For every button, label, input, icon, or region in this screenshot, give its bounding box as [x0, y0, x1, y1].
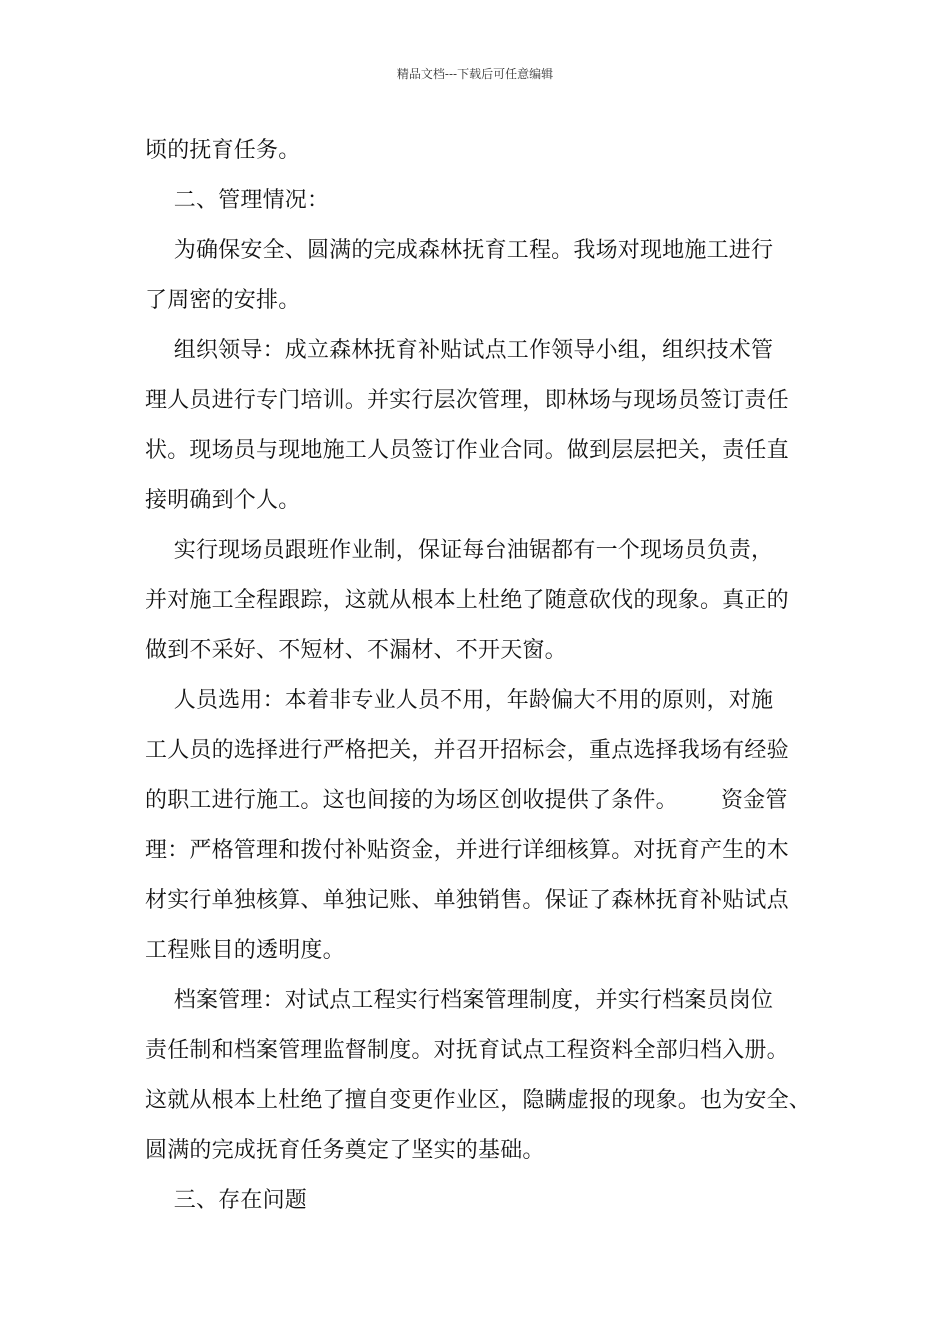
text-line: 圆满的完成抚育任务奠定了坚实的基础。	[145, 1138, 545, 1163]
text-line: 做到不采好、不短材、不漏材、不开天窗。	[145, 638, 567, 663]
text-line: 实行现场员跟班作业制，保证每台油锯都有一个现场员负责，	[145, 538, 774, 563]
text-line: 组织领导：成立森林抚育补贴试点工作领导小组，组织技术管	[145, 338, 774, 363]
text-line: 顷的抚育任务。	[145, 138, 301, 163]
text-line: 人员选用：本着非专业人员不用，年龄偏大不用的原则，对施	[145, 688, 774, 713]
text-line: 理：严格管理和拨付补贴资金，并进行详细核算。对抚育产生的木	[145, 838, 789, 863]
text-line: 接明确到个人。	[145, 488, 301, 513]
text-line: 理人员进行专门培训。并实行层次管理，即林场与现场员签订责任	[145, 388, 789, 413]
text-line: 状。现场员与现地施工人员签订作业合同。做到层层把关，责任直	[145, 438, 789, 463]
text-line: 材实行单独核算、单独记账、单独销售。保证了森林抚育补贴试点	[145, 888, 789, 913]
text-line: 为确保安全、圆满的完成森林抚育工程。我场对现地施工进行	[145, 238, 774, 263]
text-line: 责任制和档案管理监督制度。对抚育试点工程资料全部归档入册。	[145, 1038, 789, 1063]
page-header: 精品文档---下载后可任意编辑	[396, 67, 554, 81]
text-line: 并对施工全程跟踪，这就从根本上杜绝了随意砍伐的现象。真正的	[145, 588, 789, 613]
section-heading-problems: 三、存在问题	[145, 1188, 307, 1213]
text-line: 档案管理：对试点工程实行档案管理制度，并实行档案员岗位	[145, 988, 774, 1013]
text-line: 这就从根本上杜绝了擅自变更作业区，隐瞒虚报的现象。也为安全、	[145, 1088, 812, 1113]
text-line: 工人员的选择进行严格把关，并召开招标会，重点选择我场有经验	[145, 738, 789, 763]
text-line: 的职工进行施工。这也间接的为场区创收提供了条件。 资金管	[145, 788, 788, 813]
text-line: 了周密的安排。	[145, 288, 301, 313]
section-heading-management: 二、管理情况：	[145, 188, 330, 213]
text-line: 工程账目的透明度。	[145, 938, 345, 963]
document-body	[145, 126, 825, 1226]
